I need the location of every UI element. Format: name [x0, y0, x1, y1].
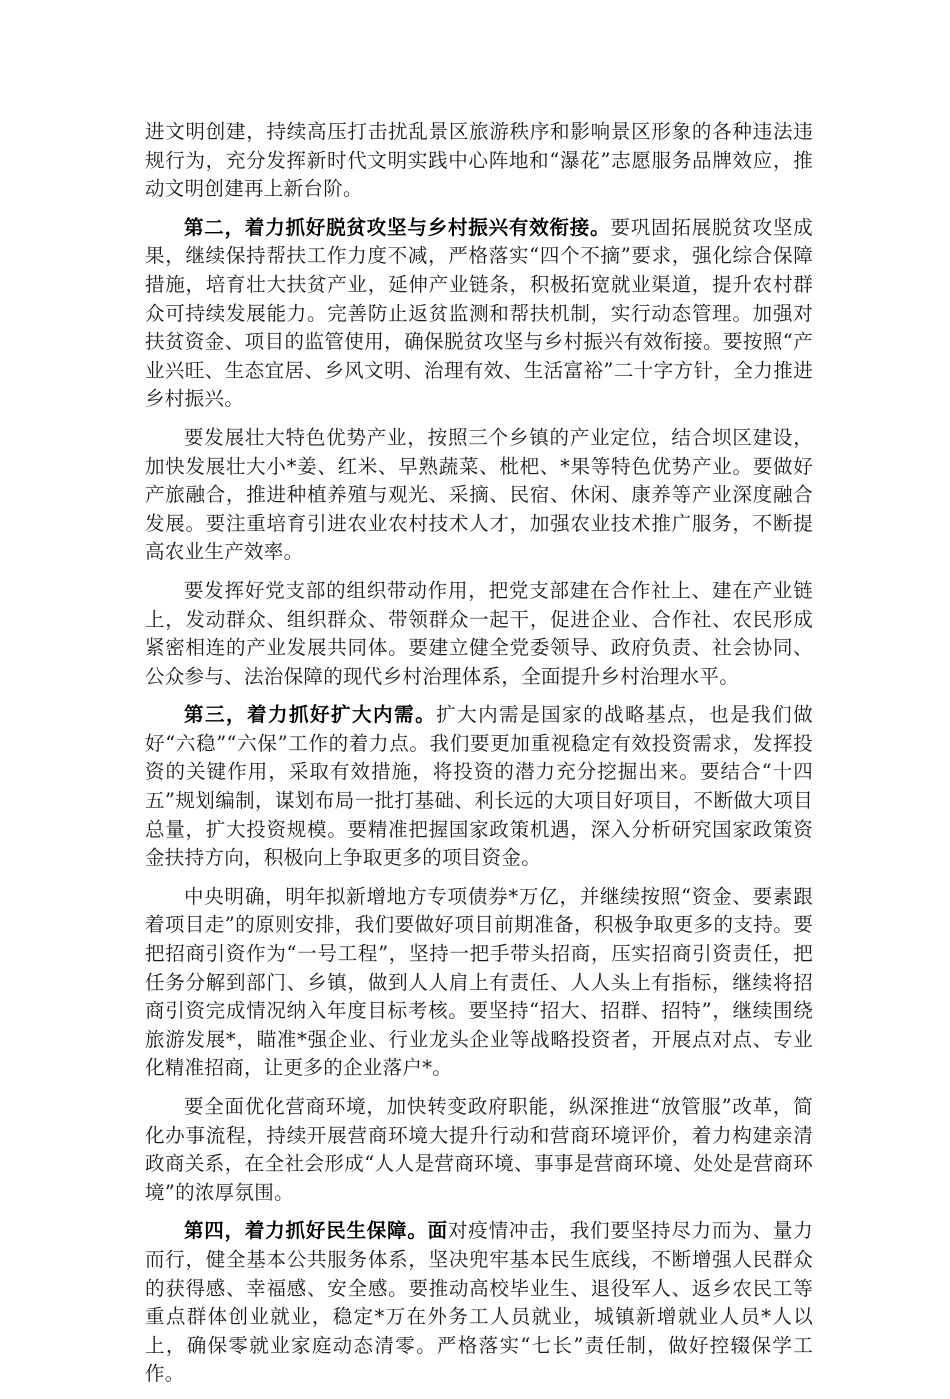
section-heading-second: 第二，着力抓好脱贫攻坚与乡村振兴有效衔接。 [184, 215, 611, 239]
paragraph-text: 要发挥好党支部的组织带动作用，把党支部建在合作社上、建在产业链上，发动群众、组织群众、带领群众一起干，促进企业、合作社、农民形成紧密相连的产业发展共同体。要建立健全党委领导、政府负责、社会协同、公众参与、法治保障的现代乡村治理体系，全面提升乡村治理水平。 [145, 578, 813, 688]
paragraph-text: 对疫情冲击，我们要坚持尽力而为、量力而行，健全基本公共服务体系，坚决兜牢基本民生底线，不断增强人民群众的获得感、幸福感、安全感。要推动高校毕业生、退役军人、返乡农民工等重点群体创业就业，稳定*万在外务工人员就业，城镇新增就业人员*人以上，确保零就业家庭动态清零。严格落实“七长”责任制，做好控辍保学工作。 [145, 1219, 813, 1386]
paragraph-text: 要巩固拓展脱贫攻坚成果，继续保持帮扶工作力度不减，严格落实“四个不摘”要求，强化综合保障措施，培育壮大扶贫产业，延伸产业链条，积极拓宽就业渠道，提升农村群众可持续发展能力。完善防止返贫监测和帮扶机制，实行动态管理。加强对扶贫资金、项目的监管使用，确保脱贫攻坚与乡村振兴有效衔接。要按照“产业兴旺、生态宜居、乡风文明、治理有效、生活富裕”二十字方针，全力推进乡村振兴。 [145, 215, 813, 411]
paragraph-livelihood [145, 1217, 813, 1389]
paragraph-party-branch [145, 577, 813, 691]
paragraph-investment [145, 883, 813, 1083]
paragraph-business-environment [145, 1093, 813, 1207]
paragraph-text: 中央明确，明年拟新增地方专项债券*万亿，并继续按照“资金、要素跟着项目走”的原则安排，我们要做好项目前期准备，积极争取更多的支持。要把招商引资作为“一号工程”，坚持一把手带头招商，压实招商引资责任，把任务分解到部门、乡镇，做到人人肩上有责任、人人头上有指标，继续将招商引资完成情况纳入年度目标考核。要坚持“招大、招群、招特”，继续围绕旅游发展*，瞄准*强企业、行业龙头企业等战略投资者，开展点对点、专业化精准招商，让更多的企业落户*。 [145, 884, 813, 1080]
paragraph-poverty-revitalization [145, 214, 813, 414]
paragraph-text: 进文明创建，持续高压打击扰乱景区旅游秩序和影响景区形象的各种违法违规行为，充分发挥新时代文明实践中心阵地和“瀑花”志愿服务品牌效应，推动文明创建再上新台阶。 [145, 120, 813, 201]
section-heading-third: 第三，着力抓好扩大内需。 [184, 703, 437, 727]
paragraph-industry [145, 424, 813, 567]
section-heading-fourth: 第四，着力抓好民生保障。面 [184, 1219, 448, 1243]
paragraph-text: 要发展壮大特色优势产业，按照三个乡镇的产业定位，结合坝区建设，加快发展壮大小*姜、红米、早熟蔬菜、枇杷、*果等特色优势产业。要做好产旅融合，推进种植养殖与观光、采摘、民宿、休闲、康养等产业深度融合发展。要注重培育引进农业农村技术人才，加强农业技术推广服务，不断提高农业生产效率。 [145, 425, 813, 564]
paragraph-civilization [145, 118, 813, 204]
paragraph-domestic-demand [145, 701, 813, 873]
paragraph-text: 扩大内需是国家的战略基点，也是我们做好“六稳”“六保”工作的着力点。我们要更加重视稳定有效投资需求，发挥投资的关键作用，采取有效措施，将投资的潜力充分挖掘出来。要结合“十四五”规划编制，谋划布局一批打基础、利长远的大项目好项目，不断做大项目总量，扩大投资规模。要精准把握国家政策机遇，深入分析研究国家政策资金扶持方向，积极向上争取更多的项目资金。 [145, 703, 813, 870]
paragraph-text: 要全面优化营商环境，加快转变政府职能，纵深推进“放管服”改革，简化办事流程，持续开展营商环境大提升行动和营商环境评价，着力构建亲清政商关系，在全社会形成“人人是营商环境、事事是营商环境、处处是营商环境”的浓厚氛围。 [145, 1095, 813, 1204]
document-page [145, 118, 813, 1399]
